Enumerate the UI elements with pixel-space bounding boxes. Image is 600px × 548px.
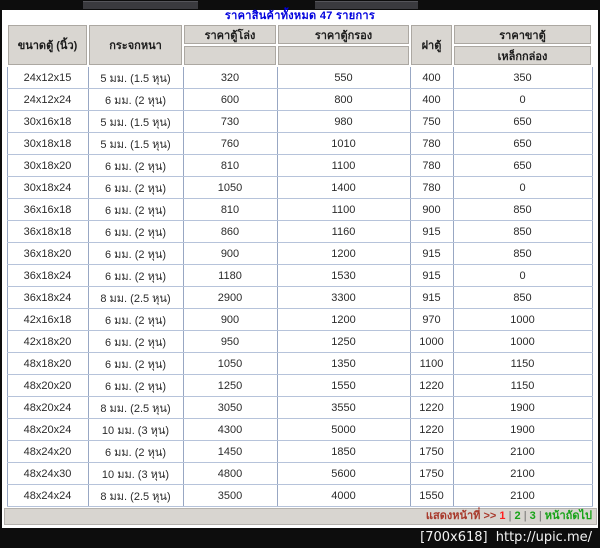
cell-lid-price: 1550 xyxy=(410,485,453,507)
pagination-separator: | xyxy=(523,510,527,522)
next-page-link[interactable]: หน้าถัดไป xyxy=(544,510,592,522)
cell-leg-price: 0 xyxy=(453,177,592,199)
cell-size: 36x18x24 xyxy=(7,265,88,287)
cell-size: 36x18x18 xyxy=(7,221,88,243)
cell-size: 36x18x20 xyxy=(7,243,88,265)
cell-glass: 6 มม. (2 หุน) xyxy=(88,89,183,111)
cell-filter-price: 1550 xyxy=(277,375,410,397)
table-row xyxy=(7,265,592,287)
cell-filter-price: 980 xyxy=(277,111,410,133)
cell-size: 30x18x18 xyxy=(7,133,88,155)
cell-lid-price: 1100 xyxy=(410,353,453,375)
cell-empty-price: 900 xyxy=(183,309,277,331)
cell-leg-price: 1000 xyxy=(453,309,592,331)
cell-lid-price: 915 xyxy=(410,287,453,309)
page-number-1: 1 xyxy=(499,510,506,522)
background-window-tab xyxy=(315,1,418,9)
page-title: ราคาสินค้าทั้งหมด 47 รายการ xyxy=(224,10,376,22)
cell-lid-price: 970 xyxy=(410,309,453,331)
cell-filter-price: 1100 xyxy=(277,155,410,177)
viewer-background-strip xyxy=(0,0,600,10)
price-table xyxy=(6,23,593,507)
cell-lid-price: 915 xyxy=(410,265,453,287)
cell-size: 48x24x24 xyxy=(7,485,88,507)
page-number-2[interactable]: 2 xyxy=(514,510,521,522)
cell-empty-price: 1050 xyxy=(183,353,277,375)
cell-leg-price: 2100 xyxy=(453,441,592,463)
cell-filter-price: 3300 xyxy=(277,287,410,309)
cell-filter-price: 1400 xyxy=(277,177,410,199)
cell-glass: 6 มม. (2 หุน) xyxy=(88,375,183,397)
pagination-separator: | xyxy=(538,510,542,522)
column-subheader-filter xyxy=(277,45,410,66)
cell-filter-price: 1160 xyxy=(277,221,410,243)
cell-empty-price: 4800 xyxy=(183,463,277,485)
cell-glass: 6 มม. (2 หุน) xyxy=(88,441,183,463)
table-row xyxy=(7,463,592,485)
cell-leg-price: 2100 xyxy=(453,463,592,485)
table-row xyxy=(7,419,592,441)
cell-filter-price: 1250 xyxy=(277,331,410,353)
cell-leg-price: 850 xyxy=(453,287,592,309)
column-header-filter-price: ราคาตู้กรอง xyxy=(277,24,410,45)
cell-empty-price: 1050 xyxy=(183,177,277,199)
cell-empty-price: 3500 xyxy=(183,485,277,507)
cell-size: 42x18x20 xyxy=(7,331,88,353)
cell-glass: 6 มม. (2 หุน) xyxy=(88,221,183,243)
cell-leg-price: 650 xyxy=(453,133,592,155)
watermark-url: http://upic.me/ xyxy=(495,530,592,545)
cell-leg-price: 1000 xyxy=(453,331,592,353)
cell-lid-price: 900 xyxy=(410,199,453,221)
cell-filter-price: 5000 xyxy=(277,419,410,441)
cell-empty-price: 2900 xyxy=(183,287,277,309)
table-row xyxy=(7,397,592,419)
cell-filter-price: 800 xyxy=(277,89,410,111)
cell-size: 48x24x20 xyxy=(7,441,88,463)
cell-lid-price: 1220 xyxy=(410,419,453,441)
cell-leg-price: 1150 xyxy=(453,353,592,375)
table-row xyxy=(7,199,592,221)
cell-glass: 6 มม. (2 หุน) xyxy=(88,331,183,353)
cell-filter-price: 1530 xyxy=(277,265,410,287)
cell-size: 30x18x24 xyxy=(7,177,88,199)
cell-filter-price: 1200 xyxy=(277,309,410,331)
cell-empty-price: 810 xyxy=(183,155,277,177)
pagination-label: แสดงหน้าที่ xyxy=(425,510,481,522)
table-row xyxy=(7,243,592,265)
cell-size: 48x20x20 xyxy=(7,375,88,397)
price-list-page xyxy=(2,10,598,528)
cell-lid-price: 915 xyxy=(410,243,453,265)
cell-leg-price: 1150 xyxy=(453,375,592,397)
cell-lid-price: 780 xyxy=(410,155,453,177)
cell-lid-price: 1220 xyxy=(410,397,453,419)
cell-leg-price: 0 xyxy=(453,265,592,287)
cell-empty-price: 3050 xyxy=(183,397,277,419)
column-header-lid: ฝาตู้ xyxy=(410,24,453,66)
cell-filter-price: 1850 xyxy=(277,441,410,463)
cell-filter-price: 1100 xyxy=(277,199,410,221)
cell-size: 48x18x20 xyxy=(7,353,88,375)
cell-leg-price: 850 xyxy=(453,199,592,221)
cell-leg-price: 1900 xyxy=(453,419,592,441)
cell-empty-price: 900 xyxy=(183,243,277,265)
column-header-glass: กระจกหนา xyxy=(88,24,183,66)
cell-lid-price: 780 xyxy=(410,177,453,199)
cell-empty-price: 1180 xyxy=(183,265,277,287)
cell-size: 24x12x15 xyxy=(7,66,88,89)
table-row xyxy=(7,331,592,353)
cell-glass: 6 มม. (2 หุน) xyxy=(88,199,183,221)
cell-leg-price: 2100 xyxy=(453,485,592,507)
column-header-size: ขนาดตู้ (นิ้ว) xyxy=(7,24,88,66)
cell-leg-price: 350 xyxy=(453,66,592,89)
cell-glass: 10 มม. (3 หุน) xyxy=(88,419,183,441)
cell-glass: 5 มม. (1.5 หุน) xyxy=(88,133,183,155)
cell-lid-price: 1750 xyxy=(410,441,453,463)
cell-size: 30x18x20 xyxy=(7,155,88,177)
cell-lid-price: 780 xyxy=(410,133,453,155)
table-row xyxy=(7,287,592,309)
cell-filter-price: 1350 xyxy=(277,353,410,375)
cell-glass: 6 มม. (2 หุน) xyxy=(88,177,183,199)
cell-lid-price: 1750 xyxy=(410,463,453,485)
cell-leg-price: 650 xyxy=(453,111,592,133)
table-row xyxy=(7,111,592,133)
cell-empty-price: 730 xyxy=(183,111,277,133)
table-row xyxy=(7,177,592,199)
cell-size: 48x20x24 xyxy=(7,397,88,419)
cell-size: 42x16x18 xyxy=(7,309,88,331)
column-header-empty-price: ราคาตู้โล่ง xyxy=(183,24,277,45)
cell-filter-price: 4000 xyxy=(277,485,410,507)
table-row xyxy=(7,309,592,331)
cell-filter-price: 3550 xyxy=(277,397,410,419)
cell-empty-price: 760 xyxy=(183,133,277,155)
cell-glass: 6 มม. (2 หุน) xyxy=(88,265,183,287)
cell-filter-price: 1010 xyxy=(277,133,410,155)
cell-size: 30x16x18 xyxy=(7,111,88,133)
pagination-bar xyxy=(4,508,597,525)
cell-size: 36x16x18 xyxy=(7,199,88,221)
pagination-arrows: >> xyxy=(483,510,497,522)
cell-empty-price: 810 xyxy=(183,199,277,221)
table-row xyxy=(7,66,592,89)
cell-glass: 5 มม. (1.5 หุน) xyxy=(88,111,183,133)
cell-glass: 6 มม. (2 หุน) xyxy=(88,353,183,375)
cell-empty-price: 860 xyxy=(183,221,277,243)
table-row xyxy=(7,133,592,155)
cell-glass: 5 มม. (1.5 หุน) xyxy=(88,66,183,89)
cell-lid-price: 1220 xyxy=(410,375,453,397)
cell-glass: 6 มม. (2 หุน) xyxy=(88,243,183,265)
price-table-body xyxy=(7,66,592,507)
table-row xyxy=(7,441,592,463)
cell-lid-price: 400 xyxy=(410,89,453,111)
cell-empty-price: 320 xyxy=(183,66,277,89)
cell-filter-price: 550 xyxy=(277,66,410,89)
cell-glass: 8 มม. (2.5 หุน) xyxy=(88,287,183,309)
page-number-3[interactable]: 3 xyxy=(529,510,536,522)
cell-size: 48x24x30 xyxy=(7,463,88,485)
cell-filter-price: 5600 xyxy=(277,463,410,485)
cell-leg-price: 0 xyxy=(453,89,592,111)
cell-empty-price: 950 xyxy=(183,331,277,353)
pagination-separator: | xyxy=(508,510,512,522)
cell-leg-price: 650 xyxy=(453,155,592,177)
column-subheader-leg-steel: เหล็กกล่อง xyxy=(453,45,592,66)
cell-empty-price: 1250 xyxy=(183,375,277,397)
table-row xyxy=(7,353,592,375)
cell-size: 36x18x24 xyxy=(7,287,88,309)
watermark-dimensions: [700x618] xyxy=(420,530,488,545)
cell-empty-price: 1450 xyxy=(183,441,277,463)
cell-lid-price: 915 xyxy=(410,221,453,243)
cell-empty-price: 4300 xyxy=(183,419,277,441)
column-header-leg-price: ราคาขาตู้ xyxy=(453,24,592,45)
cell-glass: 8 มม. (2.5 หุน) xyxy=(88,485,183,507)
background-window-tab xyxy=(83,1,198,9)
table-row xyxy=(7,485,592,507)
cell-size: 48x20x24 xyxy=(7,419,88,441)
cell-lid-price: 400 xyxy=(410,66,453,89)
cell-size: 24x12x24 xyxy=(7,89,88,111)
cell-empty-price: 600 xyxy=(183,89,277,111)
table-row xyxy=(7,89,592,111)
table-row xyxy=(7,155,592,177)
table-row xyxy=(7,221,592,243)
cell-glass: 8 มม. (2.5 หุน) xyxy=(88,397,183,419)
cell-glass: 6 มม. (2 หุน) xyxy=(88,309,183,331)
cell-glass: 6 มม. (2 หุน) xyxy=(88,155,183,177)
watermark-bar xyxy=(0,528,600,548)
cell-leg-price: 850 xyxy=(453,221,592,243)
cell-leg-price: 850 xyxy=(453,243,592,265)
cell-lid-price: 750 xyxy=(410,111,453,133)
cell-filter-price: 1200 xyxy=(277,243,410,265)
cell-glass: 10 มม. (3 หุน) xyxy=(88,463,183,485)
cell-leg-price: 1900 xyxy=(453,397,592,419)
price-table-header xyxy=(7,24,592,66)
column-subheader-empty xyxy=(183,45,277,66)
cell-lid-price: 1000 xyxy=(410,331,453,353)
table-row xyxy=(7,375,592,397)
